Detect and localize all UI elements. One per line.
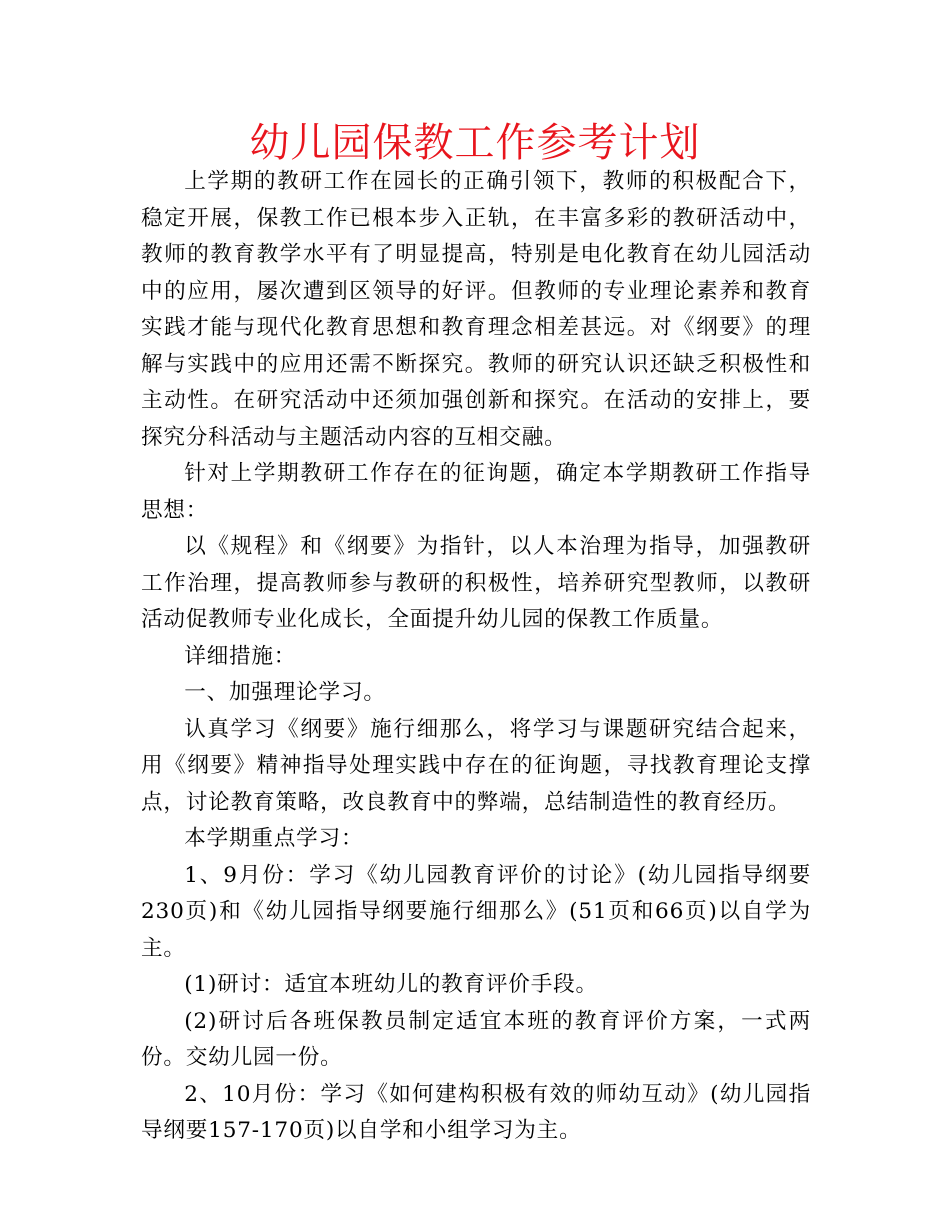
paragraph-intro: 上学期的教研工作在园长的正确引领下，教师的积极配合下，稳定开展，保教工作已根本步入正轨，在丰富多彩的教研活动中，教师的教育教学水平有了明显提高，特别是电化教育在幼儿园活动中的应用，屡次遭到区领导的好评。但教师的专业理论素养和教育实践才能与现代化教育思想和教育理念相差甚远。对《纲要》的理解与实践中的应用还需不断探究。教师的研究认识还缺乏积极性和主动性。在研究活动中还须加强创新和探究。在活动的安排上，要探究分科活动与主题活动内容的互相交融。 — [141, 169, 811, 450]
paragraph-measures-heading: 详细措施： — [184, 643, 297, 669]
list-subitem-2: (2)研讨后各班保教员制定适宜本班的教育评价方案，一式两份。交幼儿园一份。 — [141, 1008, 811, 1070]
list-subitem-1: (1)研讨：适宜本班幼儿的教育评价手段。 — [184, 972, 598, 997]
document-body — [141, 164, 811, 1150]
paragraph-key-study-heading: 本学期重点学习： — [184, 826, 364, 851]
list-item-september: 1、9月份：学习《幼儿园教育评价的讨论》(幼儿园指导纲要230页)和《幼儿园指导纲要施行细那么》(51页和66页)以自学为主。 — [141, 862, 811, 961]
paragraph-guiding-thought: 以《规程》和《纲要》为指针，以人本治理为指导，加强教研工作治理，提高教师参与教研的积极性，培养研究型教师，以教研活动促教师专业化成长，全面提升幼儿园的保教工作质量。 — [141, 534, 811, 632]
paragraph-theory-study: 认真学习《纲要》施行细那么，将学习与课题研究结合起来，用《纲要》精神指导处理实践中存在的征询题，寻找教育理论支撑点，讨论教育策略，改良教育中的弊端，总结制造性的教育经历。 — [141, 716, 811, 815]
list-item-october: 2、10月份：学习《如何建构积极有效的师幼互动》(幼儿园指导纲要157-170页)以自学和小组学习为主。 — [141, 1081, 811, 1143]
document-title: 幼儿园保教工作参考计划 — [249, 120, 701, 166]
section-heading-theory-study: 一、加强理论学习。 — [184, 680, 386, 705]
paragraph-guiding-problem: 针对上学期教研工作存在的征询题，确定本学期教研工作指导思想： — [141, 461, 811, 523]
